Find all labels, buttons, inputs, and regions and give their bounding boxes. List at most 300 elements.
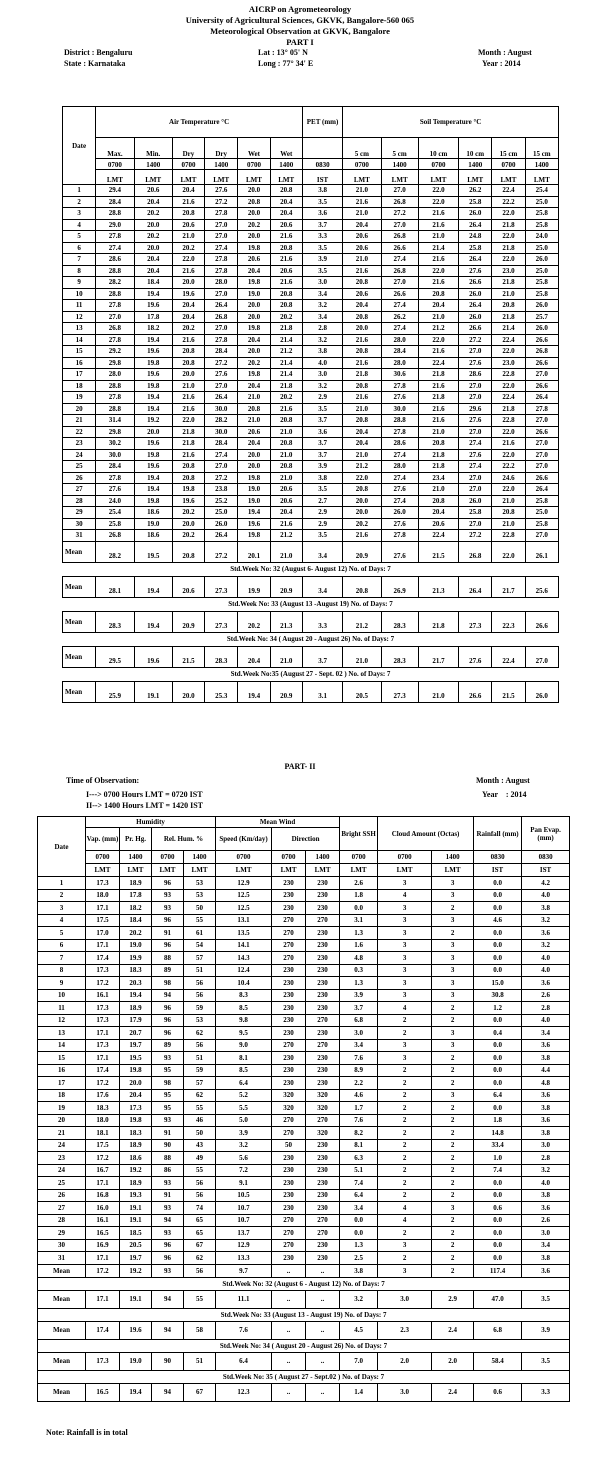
row-value: 21.8 — [172, 438, 204, 450]
pan-evap-head: Pan Evap. (mm) — [522, 817, 570, 851]
row-value: 6.4 — [474, 1089, 522, 1102]
row-value: 20.2 — [172, 530, 204, 542]
table-row — [38, 1152, 570, 1165]
row-value: 27.8 — [96, 334, 134, 346]
table-row — [63, 265, 559, 277]
row-value: 27.8 — [381, 380, 418, 392]
row-value: 20.4 — [418, 507, 458, 519]
mean-value: 12.3 — [216, 1383, 272, 1401]
mean-label: Mean — [38, 1290, 86, 1308]
row-value: 10.5 — [216, 1189, 272, 1202]
row-value: 2 — [432, 1052, 474, 1065]
row-value: 19.8 — [238, 530, 270, 542]
row-date: 19 — [38, 1102, 86, 1115]
row-date: 16 — [38, 1064, 86, 1077]
part1-title: PART I — [286, 37, 314, 47]
row-value: 270 — [306, 1114, 340, 1127]
row-value: 31.4 — [96, 415, 134, 427]
row-value: 20.2 — [134, 231, 172, 243]
row-date: 29 — [63, 507, 96, 519]
row-value: 6.4 — [340, 1189, 378, 1202]
table-row — [63, 334, 559, 346]
row-value: 3 — [432, 914, 474, 927]
row-value: 3.6 — [522, 927, 570, 940]
row-date: 10 — [63, 288, 96, 300]
table-row — [38, 1064, 570, 1077]
part1-col-times-cell: 0700 — [96, 159, 134, 170]
row-value: 19.8 — [134, 449, 172, 461]
row-value: 3 — [432, 1027, 474, 1040]
row-value: 25.8 — [525, 495, 558, 507]
row-value: 26.0 — [525, 300, 558, 312]
row-value: 26.4 — [459, 300, 492, 312]
row-value: 20.4 — [343, 438, 381, 450]
row-value: 20.0 — [238, 461, 270, 473]
mean-value: 2.0 — [378, 1352, 432, 1370]
table-row — [38, 1039, 570, 1052]
row-value: 22.0 — [172, 415, 204, 427]
long-label: Long : 77° 34' E — [258, 59, 314, 68]
row-value: 19.4 — [134, 484, 172, 496]
part1-col-units-cell: LMT — [205, 170, 238, 185]
row-value: 27.0 — [205, 323, 238, 335]
row-value: 270 — [306, 1214, 340, 1227]
row-value: 0.0 — [340, 1227, 378, 1240]
row-date: 14 — [63, 334, 96, 346]
mean-value: 3.3 — [302, 611, 342, 632]
row-value: 4.8 — [340, 952, 378, 965]
mean-value: 19.5 — [134, 541, 172, 562]
row-value: 0.0 — [474, 1077, 522, 1090]
row-value: 27.6 — [381, 484, 418, 496]
row-value: 5.5 — [216, 1102, 272, 1115]
std-week-title-row — [63, 667, 559, 681]
row-value: 20.8 — [270, 185, 302, 197]
row-value: 17.8 — [134, 311, 172, 323]
mean-value: 3.0 — [378, 1383, 432, 1401]
row-value: 20.3 — [120, 977, 152, 990]
row-date: 12 — [38, 1014, 86, 1027]
mean-value: 28.3 — [381, 646, 418, 667]
row-value: 95 — [152, 1089, 184, 1102]
row-value: 2 — [378, 1227, 432, 1240]
table-row — [63, 518, 559, 530]
row-date: 12 — [63, 311, 96, 323]
row-value: 6.4 — [216, 1077, 272, 1090]
row-value: 21.6 — [418, 208, 458, 220]
row-value: 4 — [378, 889, 432, 902]
row-value: 230 — [272, 1252, 306, 1265]
mean-value: 21.0 — [343, 646, 381, 667]
mean-value: 20.9 — [270, 576, 302, 597]
part2-col-units-cell: LMT — [306, 864, 340, 877]
row-value: 20.8 — [270, 438, 302, 450]
row-date: 9 — [38, 977, 86, 990]
row-value: 96 — [152, 1014, 184, 1027]
row-value: 19.6 — [172, 495, 204, 507]
row-value: 22.0 — [492, 254, 525, 266]
date-header: Date — [63, 107, 96, 185]
table-row — [38, 939, 570, 952]
table-row — [38, 952, 570, 965]
row-value: 27.4 — [96, 242, 134, 254]
row-value: 30.0 — [96, 449, 134, 461]
part1-col-units-cell: LMT — [459, 170, 492, 185]
mean-value: 21.5 — [172, 646, 204, 667]
row-value: 94 — [152, 1214, 184, 1227]
row-value: 0.0 — [474, 1064, 522, 1077]
std-week-title: Std.Week No:35 (August 27 - Sept. 02 ) No. of Days: 7 — [63, 667, 559, 681]
row-value: 27.0 — [459, 472, 492, 484]
row-value: 230 — [306, 1064, 340, 1077]
row-value: 17.3 — [86, 1014, 120, 1027]
row-value: 59 — [184, 1002, 216, 1015]
mean-value: 17.2 — [86, 1264, 120, 1277]
row-date: 21 — [63, 415, 96, 427]
table-row — [38, 1102, 570, 1115]
row-value: 3.2 — [302, 334, 342, 346]
table-row — [38, 977, 570, 990]
row-value: 20.6 — [343, 231, 381, 243]
row-value: 21.6 — [418, 219, 458, 231]
row-value: 18.6 — [134, 507, 172, 519]
row-value: 20.2 — [343, 518, 381, 530]
row-value: 19.8 — [120, 1114, 152, 1127]
row-value: 2 — [432, 902, 474, 915]
mean-value: 3 — [378, 1264, 432, 1277]
row-value: 0.0 — [474, 1252, 522, 1265]
row-value: 270 — [272, 939, 306, 952]
mean-value: .. — [272, 1352, 306, 1370]
row-value: 270 — [272, 927, 306, 940]
row-value: 28.8 — [96, 208, 134, 220]
row-value: 230 — [272, 1077, 306, 1090]
row-value: 19.8 — [238, 472, 270, 484]
part1-col-heads-cell: 5 cm — [381, 138, 418, 159]
row-value: 3.5 — [302, 484, 342, 496]
row-value: 93 — [152, 1114, 184, 1127]
std-week-title: Std.Week No: 34 ( August 20 - August 26) No. of Days: 7 — [63, 632, 559, 646]
row-value: 74 — [184, 1202, 216, 1215]
table-row — [63, 369, 559, 381]
part2-col-times-cell: 0830 — [522, 851, 570, 864]
row-value: 21.0 — [172, 231, 204, 243]
row-value: 93 — [152, 889, 184, 902]
table-row — [63, 219, 559, 231]
row-value: 20.0 — [343, 495, 381, 507]
row-value: 270 — [306, 1014, 340, 1027]
part1-col-units-cell: LMT — [96, 170, 134, 185]
part2-col-units-cell: LMT — [216, 864, 272, 877]
part1-col-units-cell: IST — [302, 170, 342, 185]
table-row — [63, 438, 559, 450]
row-value: 22.4 — [418, 530, 458, 542]
part1-col-units-cell: LMT — [525, 170, 558, 185]
row-value: 21.6 — [270, 254, 302, 266]
table-row — [38, 1214, 570, 1227]
row-value: 23.8 — [205, 484, 238, 496]
mean-value: 2.0 — [432, 1352, 474, 1370]
row-value: 2 — [432, 1227, 474, 1240]
row-value: 3.4 — [302, 288, 342, 300]
row-value: 7.4 — [474, 1164, 522, 1177]
row-value: 19.8 — [134, 357, 172, 369]
row-value: 27.2 — [459, 334, 492, 346]
row-date: 21 — [38, 1127, 86, 1140]
row-value: 20.6 — [270, 484, 302, 496]
row-value: 20.6 — [172, 219, 204, 231]
row-value: 21.8 — [492, 311, 525, 323]
mean-value: 21.3 — [270, 611, 302, 632]
row-value: 3.8 — [522, 1189, 570, 1202]
row-value: 2 — [378, 1014, 432, 1027]
mean-value: 17.1 — [86, 1290, 120, 1308]
row-value: 3 — [378, 1239, 432, 1252]
row-value: 18.0 — [86, 889, 120, 902]
row-value: 19.8 — [120, 1064, 152, 1077]
part1-col-times-cell: 0700 — [343, 159, 381, 170]
row-value: 2 — [432, 1214, 474, 1227]
table-row — [63, 185, 559, 197]
table-row — [63, 311, 559, 323]
row-value: 2.6 — [522, 1214, 570, 1227]
row-value: 14.8 — [474, 1127, 522, 1140]
std-week-title-row — [38, 1308, 570, 1321]
row-value: 21.6 — [418, 254, 458, 266]
row-value: 20.8 — [172, 346, 204, 358]
row-value: 20.0 — [172, 369, 204, 381]
row-value: 27.0 — [381, 219, 418, 231]
row-value: 26.4 — [525, 392, 558, 404]
row-value: 3.4 — [340, 1202, 378, 1215]
row-value: 27.0 — [381, 277, 418, 289]
row-value: 20.8 — [418, 438, 458, 450]
row-value: 230 — [272, 1014, 306, 1027]
row-value: 20.4 — [238, 265, 270, 277]
row-value: 27.8 — [525, 403, 558, 415]
mean-value: 19.1 — [120, 1290, 152, 1308]
row-value: 27.4 — [459, 438, 492, 450]
row-value: 20.4 — [172, 311, 204, 323]
mean-value: 21.7 — [492, 576, 525, 597]
mean-value: 21.5 — [418, 541, 458, 562]
row-value: 3 — [378, 1052, 432, 1065]
row-value: 21.0 — [343, 449, 381, 461]
row-value: 20.4 — [238, 334, 270, 346]
row-value: 4 — [378, 1214, 432, 1227]
row-value: 27.2 — [205, 196, 238, 208]
row-value: 26.8 — [96, 530, 134, 542]
row-value: 20.6 — [134, 185, 172, 197]
std-week-title: Std.Week No: 33 (August 13 -August 19) No. of Days: 7 — [63, 597, 559, 611]
row-value: 2 — [378, 1089, 432, 1102]
row-value: 62 — [184, 1027, 216, 1040]
row-value: 2.9 — [302, 507, 342, 519]
mean-value: 26.6 — [459, 681, 492, 702]
row-value: 15.0 — [474, 977, 522, 990]
mean-value: 25.6 — [525, 576, 558, 597]
row-value: 2 — [378, 1139, 432, 1152]
row-value: 18.5 — [120, 1227, 152, 1240]
row-value: 19.8 — [238, 323, 270, 335]
row-value: 20.0 — [120, 1077, 152, 1090]
table-row — [63, 461, 559, 473]
row-value: 3.8 — [302, 472, 342, 484]
part1-col-heads-cell: Dry — [172, 138, 204, 159]
table-row — [63, 403, 559, 415]
row-value: 17.1 — [86, 1177, 120, 1190]
row-value: 23.0 — [492, 265, 525, 277]
row-value: 22.4 — [418, 357, 458, 369]
row-value: 20.4 — [343, 219, 381, 231]
row-value: 230 — [272, 889, 306, 902]
row-value: 20.4 — [134, 265, 172, 277]
row-value: 27.6 — [205, 369, 238, 381]
row-value: 2.5 — [340, 1252, 378, 1265]
std-week-title-row — [63, 562, 559, 576]
row-value: 17.3 — [86, 877, 120, 890]
mean-value: 27.3 — [381, 681, 418, 702]
row-value: 29.6 — [459, 403, 492, 415]
row-value: 27.0 — [459, 346, 492, 358]
row-value: 27.8 — [96, 472, 134, 484]
row-date: 24 — [38, 1139, 86, 1152]
row-value: 4 — [378, 1202, 432, 1215]
row-value: 21.0 — [238, 392, 270, 404]
row-value: 27.0 — [459, 484, 492, 496]
mean-value: 58 — [184, 1321, 216, 1339]
row-value: 89 — [152, 964, 184, 977]
part2-month: Month : August — [476, 776, 530, 785]
part2-col-times-cell: 1400 — [184, 851, 216, 864]
table-row — [38, 902, 570, 915]
row-value: 20.2 — [238, 357, 270, 369]
row-value: 28.0 — [381, 334, 418, 346]
mean-value: 17.3 — [86, 1352, 120, 1370]
row-value: 26.6 — [459, 323, 492, 335]
row-value: 25.8 — [459, 507, 492, 519]
row-value: 0.0 — [474, 927, 522, 940]
mean-value: 90 — [152, 1352, 184, 1370]
row-value: 93 — [152, 902, 184, 915]
row-value: 8.3 — [216, 989, 272, 1002]
row-value: 27.0 — [525, 461, 558, 473]
part1-col-times-cell: 0700 — [492, 159, 525, 170]
row-value: 53 — [184, 1014, 216, 1027]
row-value: 26.0 — [525, 323, 558, 335]
row-value: 26.0 — [525, 254, 558, 266]
row-value: 28.4 — [381, 346, 418, 358]
mean-value: 3.5 — [522, 1290, 570, 1308]
row-value: 1.0 — [474, 1152, 522, 1165]
std-week-title: Std.Week No: 32 (August 6- August 12) No. of Days: 7 — [63, 562, 559, 576]
row-value: 18.3 — [120, 1127, 152, 1140]
row-value: 270 — [272, 1127, 306, 1140]
std-week-title: Std.Week No: 33 (August 13 - August 19) No. of Days: 7 — [38, 1308, 570, 1321]
row-value: 17.5 — [86, 914, 120, 927]
row-value: 25.0 — [525, 196, 558, 208]
part2-unit-row — [38, 864, 570, 877]
row-value: 0.0 — [474, 1102, 522, 1115]
row-value: 3 — [378, 902, 432, 915]
rh-head: Rel. Hum. % — [152, 828, 216, 851]
row-value: 29.2 — [96, 346, 134, 358]
row-value: 20.8 — [343, 311, 381, 323]
row-value: 27.4 — [205, 242, 238, 254]
row-value: 20.2 — [270, 311, 302, 323]
mean-value: .. — [306, 1290, 340, 1308]
row-value: 17.3 — [86, 1002, 120, 1015]
row-value: 22.0 — [418, 334, 458, 346]
row-value: 3.6 — [522, 1202, 570, 1215]
header-line3: Meteorological Observation at GKVK, Bangalore — [210, 26, 390, 36]
row-value: 9.8 — [216, 1014, 272, 1027]
row-value: 5.0 — [216, 1114, 272, 1127]
row-value: 3 — [378, 1039, 432, 1052]
row-value: 27.8 — [381, 530, 418, 542]
bright-ssh-head: Bright SSH — [340, 817, 378, 851]
mean-value: 20.5 — [343, 681, 381, 702]
row-value: 25.4 — [525, 185, 558, 197]
table-row — [38, 1027, 570, 1040]
row-value: 3.0 — [340, 1027, 378, 1040]
row-value: 62 — [184, 1252, 216, 1265]
row-value: 230 — [272, 1164, 306, 1177]
row-value: 1.7 — [340, 1102, 378, 1115]
mean-value: .. — [306, 1321, 340, 1339]
row-value: 20.8 — [343, 484, 381, 496]
row-value: 230 — [272, 989, 306, 1002]
row-value: 19.0 — [134, 518, 172, 530]
row-value: 21.8 — [492, 242, 525, 254]
row-value: 27.4 — [381, 254, 418, 266]
mean-value: 3.9 — [522, 1321, 570, 1339]
row-value: 21.6 — [172, 392, 204, 404]
row-date: 2 — [63, 196, 96, 208]
mean-value: 67 — [184, 1383, 216, 1401]
row-date: 5 — [38, 927, 86, 940]
row-value: 65 — [184, 1227, 216, 1240]
row-value: 24.0 — [96, 495, 134, 507]
row-value: 0.0 — [474, 889, 522, 902]
mean-value: 28.3 — [381, 611, 418, 632]
part2-col-units-cell: LMT — [432, 864, 474, 877]
row-value: 91 — [152, 1189, 184, 1202]
table-row — [38, 1227, 570, 1240]
table-row — [38, 1164, 570, 1177]
row-value: 22.0 — [418, 185, 458, 197]
row-value: 2.8 — [302, 323, 342, 335]
row-value: 17.3 — [86, 1039, 120, 1052]
wind-group: Mean Wind — [216, 817, 340, 828]
row-value: 5.1 — [340, 1164, 378, 1177]
row-value: 3.4 — [522, 1027, 570, 1040]
mean-value: 21.5 — [492, 681, 525, 702]
row-value: 8.5 — [216, 1064, 272, 1077]
row-value: 28.8 — [381, 415, 418, 427]
row-value: 230 — [306, 989, 340, 1002]
row-value: 2 — [432, 1164, 474, 1177]
row-value: 26.6 — [525, 334, 558, 346]
row-value: 2 — [432, 1064, 474, 1077]
mean-value: 19.4 — [134, 611, 172, 632]
mean-value: .. — [272, 1290, 306, 1308]
row-value: 27.0 — [525, 415, 558, 427]
row-value: 19.4 — [134, 334, 172, 346]
row-value: 21.6 — [418, 415, 458, 427]
row-value: 24.0 — [525, 231, 558, 243]
row-value: 2 — [378, 1027, 432, 1040]
